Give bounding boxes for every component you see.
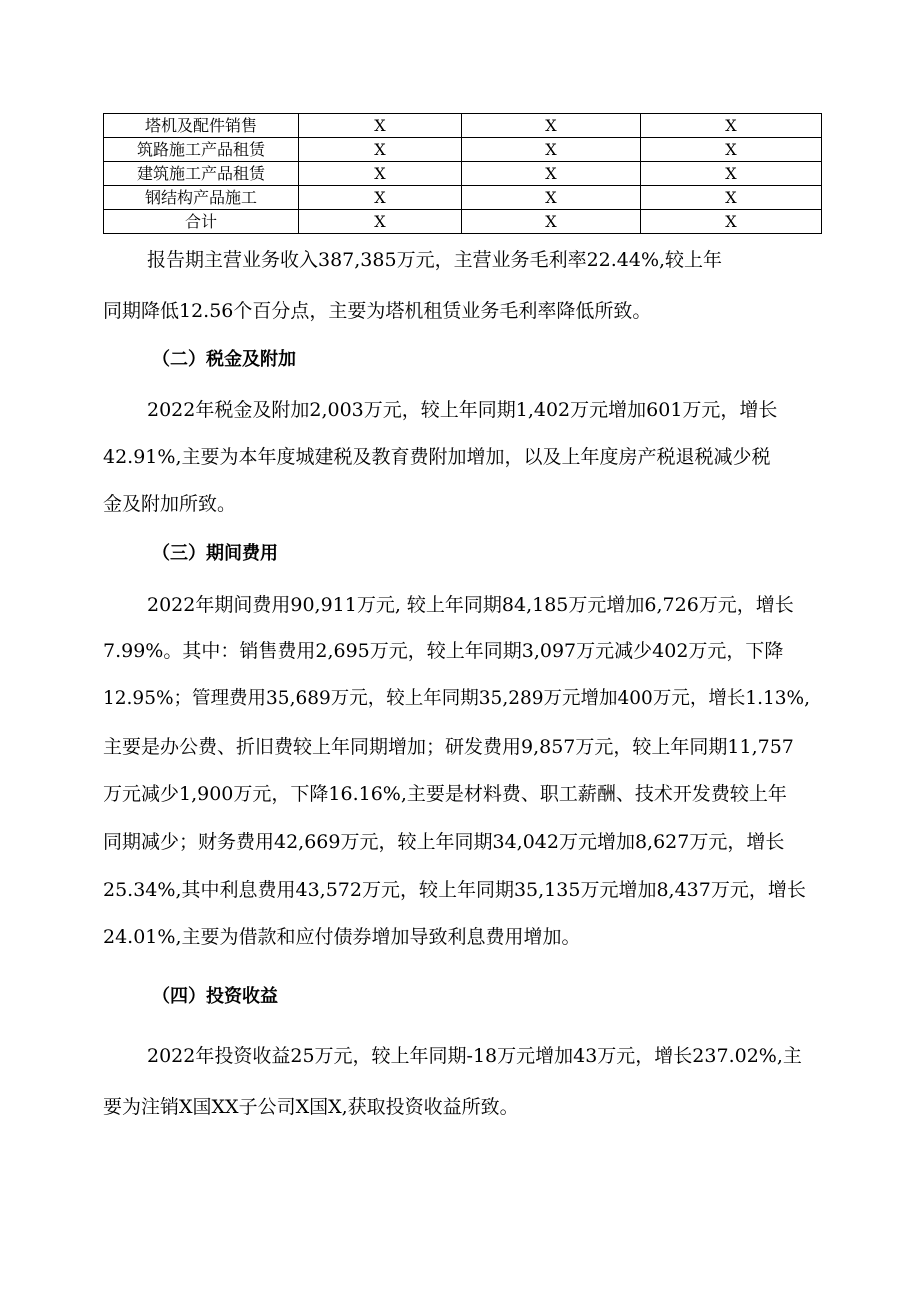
cell: X [641,138,822,162]
table-row [104,138,822,162]
paragraph-line: 2022年期间费用90,911万元, 较上年同期84,185万元增加6,726万元，增长 [147,594,794,616]
paragraph-line: 2022年税金及附加2,003万元，较上年同期1,402万元增加601万元，增长 [147,399,778,421]
paragraph-line: 42.91%,主要为本年度城建税及教育费附加增加，以及上年度房产税退税减少税 [103,446,771,468]
cell: X [641,186,822,210]
row-label: 合计 [104,210,299,234]
paragraph-line: 同期降低12.56个百分点，主要为塔机租赁业务毛利率降低所致。 [103,300,652,322]
cell: X [462,210,641,234]
cell: X [462,138,641,162]
cell: X [299,210,462,234]
row-label: 建筑施工产品租赁 [104,162,299,186]
paragraph-line: 24.01%,主要为借款和应付债券增加导致利息费用增加。 [103,926,581,948]
cell: X [299,162,462,186]
paragraph-line: 25.34%,其中利息费用43,572万元，较上年同期35,135万元增加8,437万元，增长 [103,879,806,901]
section-heading: （三）期间费用 [152,543,278,564]
row-label: 钢结构产品施工 [104,186,299,210]
cell: X [641,210,822,234]
section-heading: （四）投资收益 [152,986,278,1007]
table-row [104,162,822,186]
cell: X [462,114,641,138]
section-heading: （二）税金及附加 [152,349,296,370]
paragraph-line: 要为注销X国XX子公司X国X,获取投资收益所致。 [103,1096,519,1118]
row-label: 筑路施工产品租赁 [104,138,299,162]
paragraph-line: 12.95%；管理费用35,689万元，较上年同期35,289万元增加400万元，增长1.13%, [103,688,810,709]
cell: X [641,162,822,186]
paragraph-line: 金及附加所致。 [103,493,237,515]
cell: X [299,186,462,210]
table-row-total [104,210,822,234]
cell: X [641,114,822,138]
row-label: 塔机及配件销售 [104,114,299,138]
paragraph-line: 2022年投资收益25万元，较上年同期-18万元增加43万元，增长237.02%,主 [147,1045,802,1067]
cell: X [462,162,641,186]
table-row [104,114,822,138]
paragraph-line: 同期减少；财务费用42,669万元，较上年同期34,042万元增加8,627万元，增长 [103,831,785,853]
paragraph-line: 主要是办公费、折旧费较上年同期增加；研发费用9,857万元，较上年同期11,757 [103,736,794,758]
cell: X [299,138,462,162]
table-row [104,186,822,210]
cell: X [299,114,462,138]
paragraph-line: 报告期主营业务收入387,385万元，主营业务毛利率22.44%,较上年 [147,249,723,271]
paragraph-line: 万元减少1,900万元，下降16.16%,主要是材料费、职工薪酬、技术开发费较上年 [103,783,787,805]
cell: X [462,186,641,210]
paragraph-line: 7.99%。其中：销售费用2,695万元，较上年同期3,097万元减少402万元，下降 [103,640,784,662]
revenue-table [103,113,822,234]
